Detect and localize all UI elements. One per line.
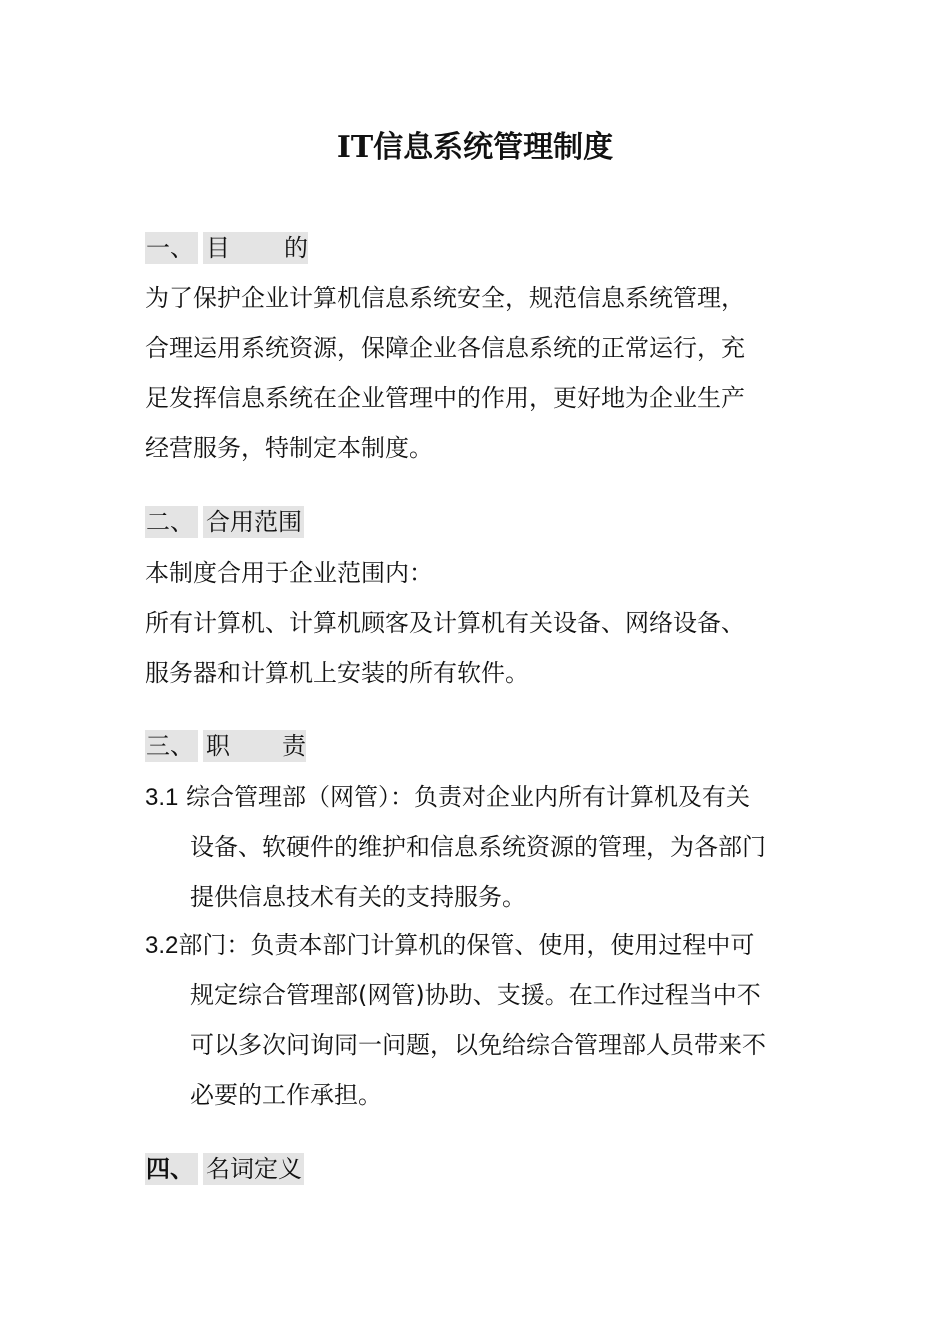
text-line: 综合管理部（网管）：负责对企业内所有计算机及有关	[186, 783, 751, 811]
section-1-body	[145, 273, 805, 473]
item-number: 3.2	[145, 932, 179, 959]
text-line: 可以多次问询同一问题，以免给综合管理部人员带来不	[190, 1031, 766, 1059]
text-line: 为了保护企业计算机信息系统安全，规范信息系统管理，	[145, 284, 745, 312]
section-title: 合用范围	[203, 506, 304, 538]
text-line: 所有计算机、计算机顾客及计算机有关设备、网络设备、	[145, 609, 745, 637]
section-title: 名词定义	[203, 1153, 304, 1185]
text-line: 服务器和计算机上安装的所有软件。	[145, 659, 529, 687]
list-item	[145, 772, 810, 922]
section-2-body	[145, 548, 805, 698]
section-number: 三、	[145, 730, 198, 762]
document-title: IT信息系统管理制度	[336, 130, 614, 165]
text-line: 提供信息技术有关的支持服务。	[190, 883, 526, 911]
section-heading-2	[145, 506, 304, 538]
text-line: 足发挥信息系统在企业管理中的作用，更好地为企业生产	[145, 384, 745, 412]
text-line: 设备、软硬件的维护和信息系统资源的管理，为各部门	[190, 833, 766, 861]
section-title: 职责	[203, 730, 306, 762]
text-line: 部门：负责本部门计算机的保管、使用，使用过程中可	[178, 931, 755, 959]
text-line: 经营服务，特制定本制度。	[145, 434, 433, 462]
section-heading-4	[145, 1153, 304, 1185]
section-number: 四、	[145, 1153, 198, 1185]
text-line: 必要的工作承担。	[190, 1081, 382, 1109]
text-line: 规定综合管理部(网管)协助、支援。在工作过程当中不	[190, 981, 761, 1009]
text-line: 合理运用系统资源，保障企业各信息系统的正常运行，充	[145, 334, 745, 362]
section-heading-3	[145, 730, 306, 762]
text-line: 本制度合用于企业范围内：	[145, 559, 433, 587]
section-heading-1	[145, 232, 308, 264]
section-number: 一、	[145, 232, 198, 264]
section-number: 二、	[145, 506, 198, 538]
item-number: 3.1	[145, 784, 179, 811]
section-title: 目的	[203, 232, 308, 264]
list-item	[145, 920, 810, 1120]
